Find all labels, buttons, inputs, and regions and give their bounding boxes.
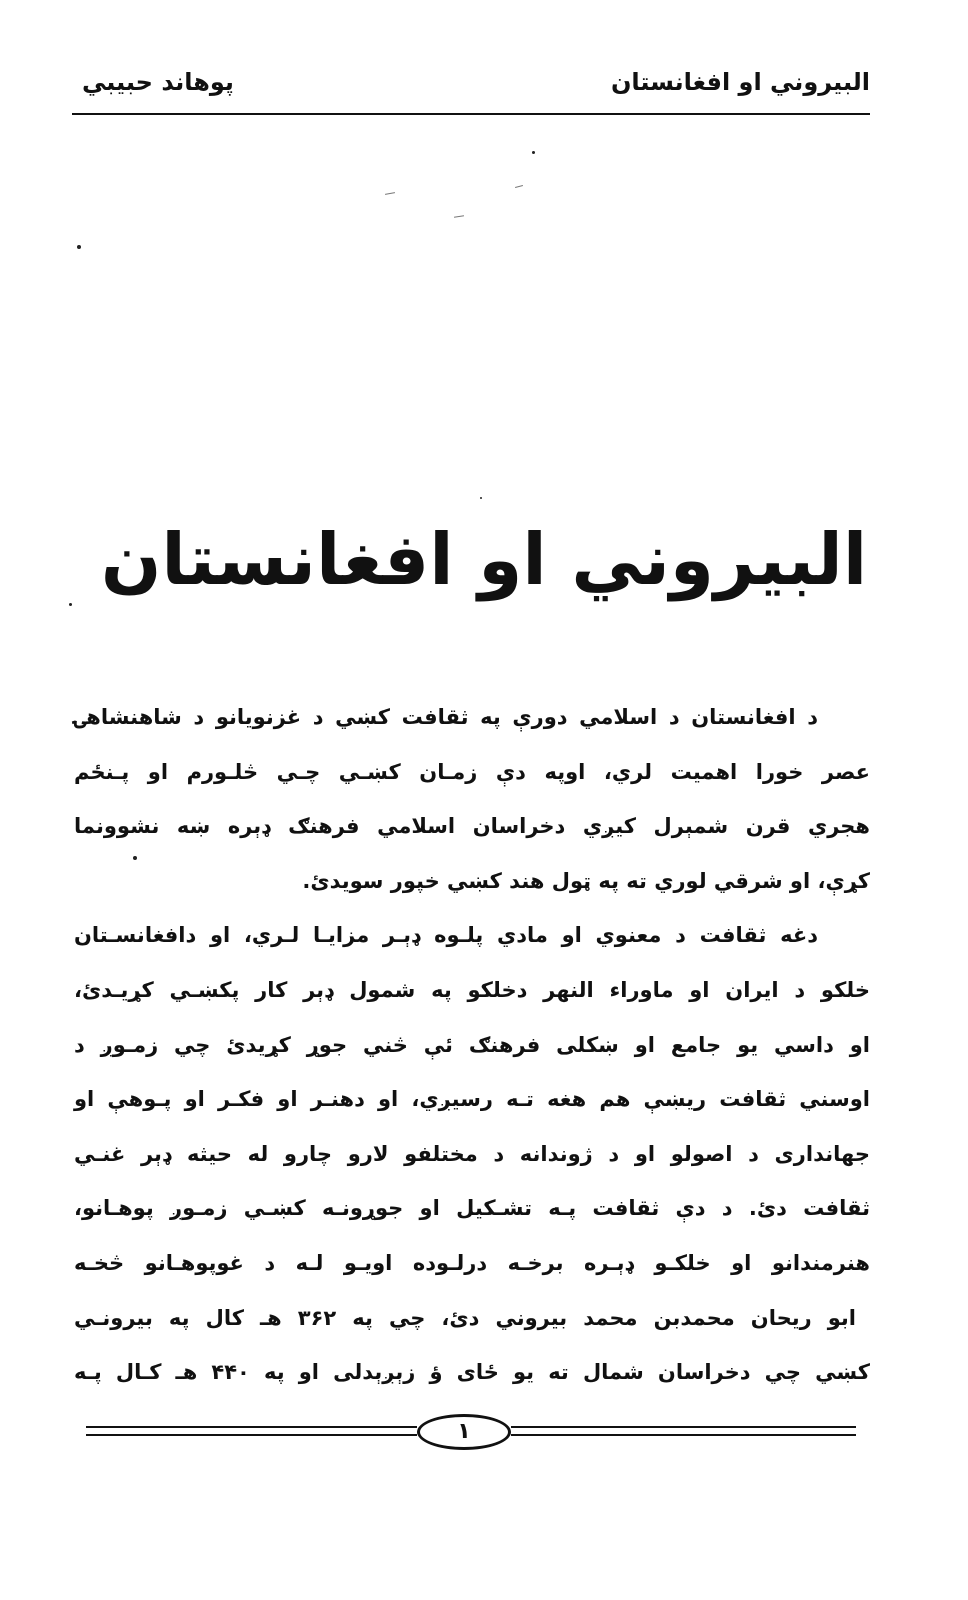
body-line: هنرمندانو او خلکـو ډېـره برخـه درلـوده اویـو لـه د غوپوهـانو څخـه [74, 1250, 870, 1275]
running-header-author: پوهاند حبیبي [82, 68, 234, 96]
running-header-book-title: البیروني او افغانستان [610, 68, 870, 96]
running-header [72, 60, 870, 112]
footer-rule-left [86, 1426, 417, 1428]
chapter-title: البیروني او افغانستان [100, 518, 868, 601]
footer-rule-right [511, 1426, 856, 1428]
body-line: ثقافت دئ. د دې ثقافت پـه تشـکیل او جوړونـه کښـي زمـوږ پوهـانو، [74, 1196, 870, 1221]
footer-rule-right [511, 1434, 856, 1436]
body-line: جهانداری د اصولو او د ژوندانه د مختلفو لارو چارو له حیثه ډېر غنـي [74, 1141, 870, 1166]
body-line: د افغانستان د اسلامي دورې په ثقافت کښي د غزنویانو د شاهنشاهۍ [74, 705, 818, 729]
body-line: ابو ریحان محمدبن محمد بیروني دئ، چي په ۳۶۲ هـ کال په بیرونـي [74, 1305, 857, 1330]
scan-speck [77, 245, 81, 249]
scan-scratch [515, 185, 523, 188]
scan-scratch [454, 215, 464, 217]
scan-speck [480, 497, 482, 499]
body-line: هجري قرن شمېرل کیږي دخراسان اسلامي فرهنګ ډېره ښه نشوونما [74, 814, 870, 839]
body-line: اوسني ثقافت ریښې هم هغه تـه رسیږي، او دهنـر او فکـر او پـوهې او [74, 1087, 870, 1112]
body-line: دغه ثقافت د معنوي او مادي پلـوه ډېـر مزایـا لـري، او دافغانسـتان [74, 923, 818, 948]
scan-scratch [385, 192, 395, 195]
scan-speck [532, 151, 535, 154]
body-line: کړې، او شرقي لوري ته په ټول هند کښي خپور سویدئ. [302, 868, 870, 893]
body-line: کښي چي دخراسان شمال ته یو ځای ؤ زېږېدلی او په ۴۴۰ هـ کـال پـه [74, 1360, 870, 1385]
page-number: ۱ [417, 1414, 511, 1450]
body-line: عصر خورا اهمیت لري، اوپه دې زمـان کښـي چـي څلـورم او پـنځم [74, 759, 870, 784]
footer-rule-left [86, 1434, 417, 1436]
body-line: او داسي یو جامع او ښکلی فرهنګ ئې څني جوړ کړیدئ چي زمـوږ د [74, 1032, 870, 1057]
body-text [74, 690, 870, 1400]
body-line: خلکو د ایران او ماوراء النهر دخلکو په شمول ډېر کار پکښـي کړیـدئ، [74, 977, 870, 1002]
scan-speck [69, 603, 72, 606]
page-footer [86, 1408, 856, 1456]
header-divider [72, 113, 870, 115]
